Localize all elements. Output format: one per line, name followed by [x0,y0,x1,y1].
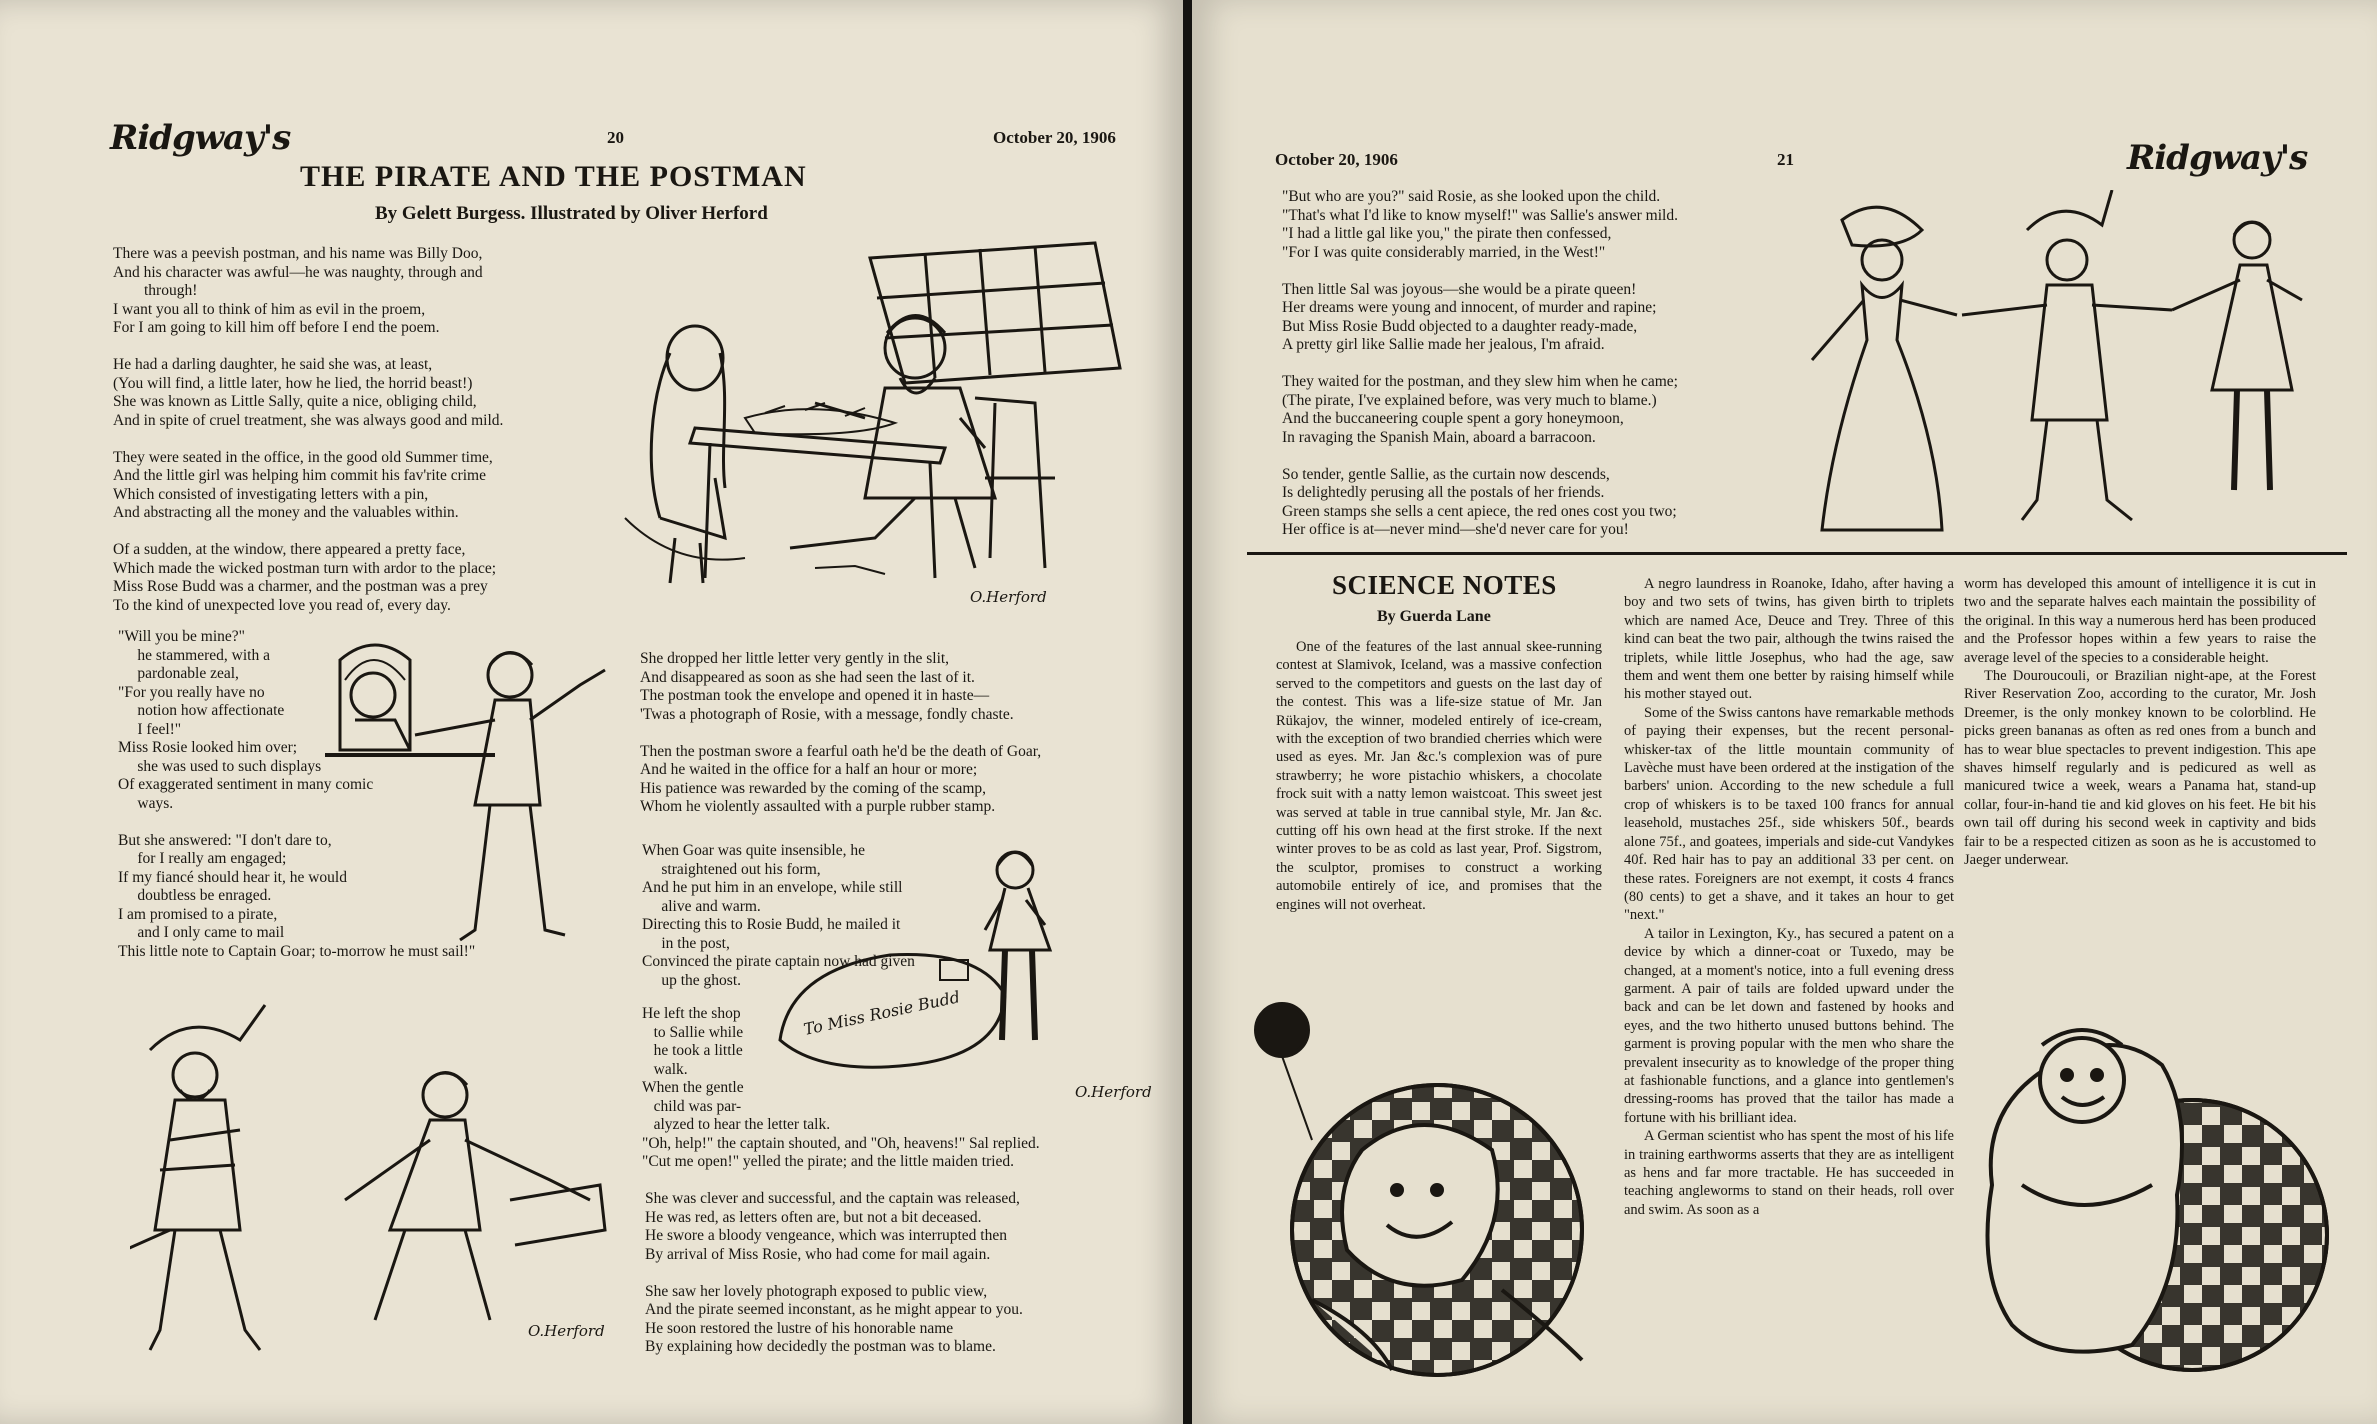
paragraph: A tailor in Lexington, Ky., has secured a patent on a device by which a dinner-coat or Tuxedo, may be changed, at a moment's notice, into a full evening dress garment. A pair of tails are folded upward under the back and can be let down and fastened by hooks and eyes, and the two hitherto unused buttons behind. The garment is proving popular with the men who share the prevalent insecurity as to knowledge of the proper thing at fashionable functions, and a glance into gentlemen's dressing-rooms has proved that the tailor has made a fortune with his brilliant idea. [1624,925,1954,1126]
stanza: "But who are you?" said Rosie, as she looked upon the child. "That's what I'd like to know myself!" was Sallie's answer mild. "I had a little gal like you," the pirate then confessed, "For I was quite considerably married, in the West!" [1282,188,1678,261]
pirate-figure [1962,190,2172,520]
artist-signature: O.Herford [528,1322,605,1340]
chair [975,398,1055,568]
masthead-logo: Ridgway's [2127,138,2308,178]
spine-gutter [1183,0,1192,1424]
envelope-address: To Miss Rosie Budd [801,987,962,1039]
masthead-logo: Ridgway's [110,118,291,158]
window-grid [870,243,1120,383]
verse-block-mid-right [640,650,1160,817]
stanza: She was clever and successful, and the captain was released, He was red, as letters often are, but not a bit deceased. He swore a bloody vengeance, which was interrupted then By arrival of Miss Rosie, who had come for mail again. [645,1190,1020,1263]
paragraph: One of the features of the last annual skee-running contest at Slamivok, Iceland, was a massive confection served to the competitors and guests on the last day of the contest. This was a life-size statue of Mr. Jan Rükajov, the winner, modeled entirely of ice-cream, with the exception of two brandied cherries which were used as eyes. Mr. Jan &c.'s complexion was of pure strawberry; he wore pistachio whiskers, a chocolate frock suit with a natty lemon waistcoat. This sweet jest was served at table in true cannibal style, Mr. Jan &c. cutting off his own head at the first stroke. If the next winter proves to be as cold as last year, Prof. Sigstrom, the sculptor, promises to construct a working automobile entirely of ice, and promises that the engines will not overheat. [1276,639,1602,913]
stanza: He left the shop to Sallie while he took a little walk. When the gentle child was par- alyzed to hear the letter talk. "Oh, help!" the captain shouted, and "Oh, heavens!" Sal replied. "Cut me open!" yelled the pirate; and the little maiden tried. [642,1005,1040,1170]
artist-signature: O.Herford [1075,1083,1152,1101]
science-column-1 [1276,638,1602,914]
paragraph: A negro laundress in Roanoke, Idaho, after having a boy and two sets of twins, has given birth to triplets which are named Ace, Deuce and Trey. Three of this kind can beat the two pair, although the twins raised the triplets, while little Josephus, who had the age, saw them and went them one better by raising himself while his mother stayed out. [1624,576,1954,703]
paragraph: A German scientist who has spent the most of his life in training earthworms asserts that they are as intelligent as hens and far more tractable. He has succeeded in teaching angleworms to stand on their heads, roll over and swim. As soon as a [1624,1128,1954,1218]
illustration-office-scene [615,238,1125,608]
stanza: She dropped her little letter very gently in the slit, And disappeared as soon as she had seen the last of it. The postman took the envelope and opened it in haste— 'Twas a photograph of Rosie, with a message, fondly chaste. [640,650,1014,723]
left-page [0,0,1183,1424]
stanza: They waited for the postman, and they slew him when he came; (The pirate, I've explained before, was very much to blame.) And the buccaneering couple spent a gory honeymoon, In ravaging the Spanish Main, aboard a barracoon. [1282,373,1678,446]
postman-figure [790,316,995,569]
illustration-clown-balloon [1252,1000,1612,1380]
table-with-letters [690,403,945,578]
postman-figure [345,1073,605,1321]
poem-byline: By Gelett Burgess. Illustrated by Oliver Herford [375,203,768,224]
science-column-3 [1964,575,2316,870]
page-number: 21 [1777,150,1794,169]
issue-date: October 20, 1906 [1275,150,1398,169]
stanza: They were seated in the office, in the good old Summer time, And the little girl was helping him commit his fav'rite crime Which consisted of investigating letters with a pin, And abstracting all the money and the valuables within. [113,448,493,521]
sallie-figure [2172,222,2302,490]
issue-date: October 20, 1906 [993,128,1116,147]
verse-block-mid-left [118,628,476,961]
verse-block-bottom [645,1190,1165,1357]
paragraph: The Douroucouli, or Brazilian night-ape, at the Forest River Reservation Zoo, according to the curator, Mr. Josh Dreemer, is the only monkey known to be colorblind. He picks green bananas as often as red ones from a bunch and has to wear blue spectacles to prevent indigestion. This ape shaves himself regularly and is pedicured as well as manicured twice a week, wears a Panama hat, stand-up collar, four-in-hand tie and kid gloves on his feet. He bit his own tail off during his second week in captivity and bids fair to be a respected citizen as soon as he is accustomed to Jaeger underwear. [1964,668,2316,869]
pirate-figure [130,1005,265,1350]
stanza: Then the postman swore a fearful oath he'd be the death of Goar, And he waited in the office for a half an hour or more; His patience was rewarded by the coming of the scamp, Whom he violently assaulted with a purple rubber stamp. [640,742,1042,815]
stanza: He had a darling daughter, he said she was, at least, (You will find, a little later, how he lied, the horrid beast!) She was known as Little Sally, quite a nice, obliging child, And in spite of cruel treatment, she was always good and mild. [113,356,504,429]
paragraph: worm has developed this amount of intelligence it is cut in two and the separate halves each maintain the possibility of the original. In this way a numerous herd has been produced and the Professor hopes within a few years to raise the average level of the species to a considerable height. [1964,576,2316,666]
stanza: Then little Sal was joyous—she would be a pirate queen! Her dreams were young and innocent, of murder and rapine; But Miss Rosie Budd objected to a daughter ready-made, A pretty girl like Sallie made her jealous, I'm afraid. [1282,280,1657,353]
page-number: 20 [607,128,624,147]
stanza: So tender, gentle Sallie, as the curtain now descends, Is delightedly perusing all the postals of her friends. Green stamps she sells a cent apiece, the red ones cost you two; Her office is at—never mind—she'd never care for you! [1282,465,1677,538]
illustration-three-dancers [1782,190,2342,550]
stanza: When Goar was quite insensible, he straightened out his form, And he put him in an envelope, while still alive and warm. Directing this to Rosie Budd, he mailed it in the post, Convinced the pirate captain now had given up the ghost. [642,842,915,989]
artist-signature: O.Herford [970,588,1047,606]
illustration-clown-checker [1962,1005,2342,1385]
verse-block-ending [1282,188,1802,540]
science-notes-title: SCIENCE NOTES [1332,570,1557,600]
poem-title: THE PIRATE AND THE POSTMAN [300,160,807,193]
right-page [1192,0,2377,1424]
verse-block-shop [642,1005,1162,1172]
stanza: "Will you be mine?" he stammered, with a pardonable zeal, "For you really have no notion how affectionate I feel!" Miss Rosie looked him over; she was used to such displays Of exaggerated sentiment in many comic ways. [118,628,374,812]
stanza: But she answered: "I don't dare to, for I really am engaged; If my fiancé should hear it, he would doubtless be enraged. I am promised to a pirate, and I only came to mail This little note to Captain Goar; to-morrow he must sail!" [118,831,476,960]
science-column-2 [1624,575,1954,1219]
rosie-figure [1812,207,1957,530]
paragraph: Some of the Swiss cantons have remarkable methods of paying their expenses, but the recent personal-whisker-tax of the little mountain community of Lavèche must have been ordered at the instigation of the barbers' union. According to the new schedule a full crop of whiskers is to be taxed 100 francs for annual leasehold, mustaches 25f., side whiskers 50f., beards alone 75f., and goatees, imperials and side-cut Vandykes 40f. Red hair has to pay an additional 33 per cent. on these rates. Foreigners are not exempt, it costs 4 francs (80 cents) to get a shave, and it takes an hour to get "next." [1624,704,1954,924]
verse-block-top [113,245,613,615]
stanza: Of a sudden, at the window, there appeared a pretty face, Which made the wicked postman turn with ardor to the place; Miss Rose Budd was a charmer, and the postman was a prey To the kind of unexpected love you read of, every day. [113,541,497,614]
stanza: There was a peevish postman, and his name was Billy Doo, And his character was awful—he was naughty, through and through! I want you all to think of him as evil in the proem, For I am going to kill him off before I end the poem. [113,245,483,336]
science-notes-byline: By Guerda Lane [1377,608,1491,625]
stanza: She saw her lovely photograph exposed to public view, And the pirate seemed inconstant, as he might appear to you. He soon restored the lustre of his honorable name By explaining how decidedly the postman was to blame. [645,1282,1023,1355]
girl-figure [651,326,725,583]
section-divider [1247,552,2347,555]
